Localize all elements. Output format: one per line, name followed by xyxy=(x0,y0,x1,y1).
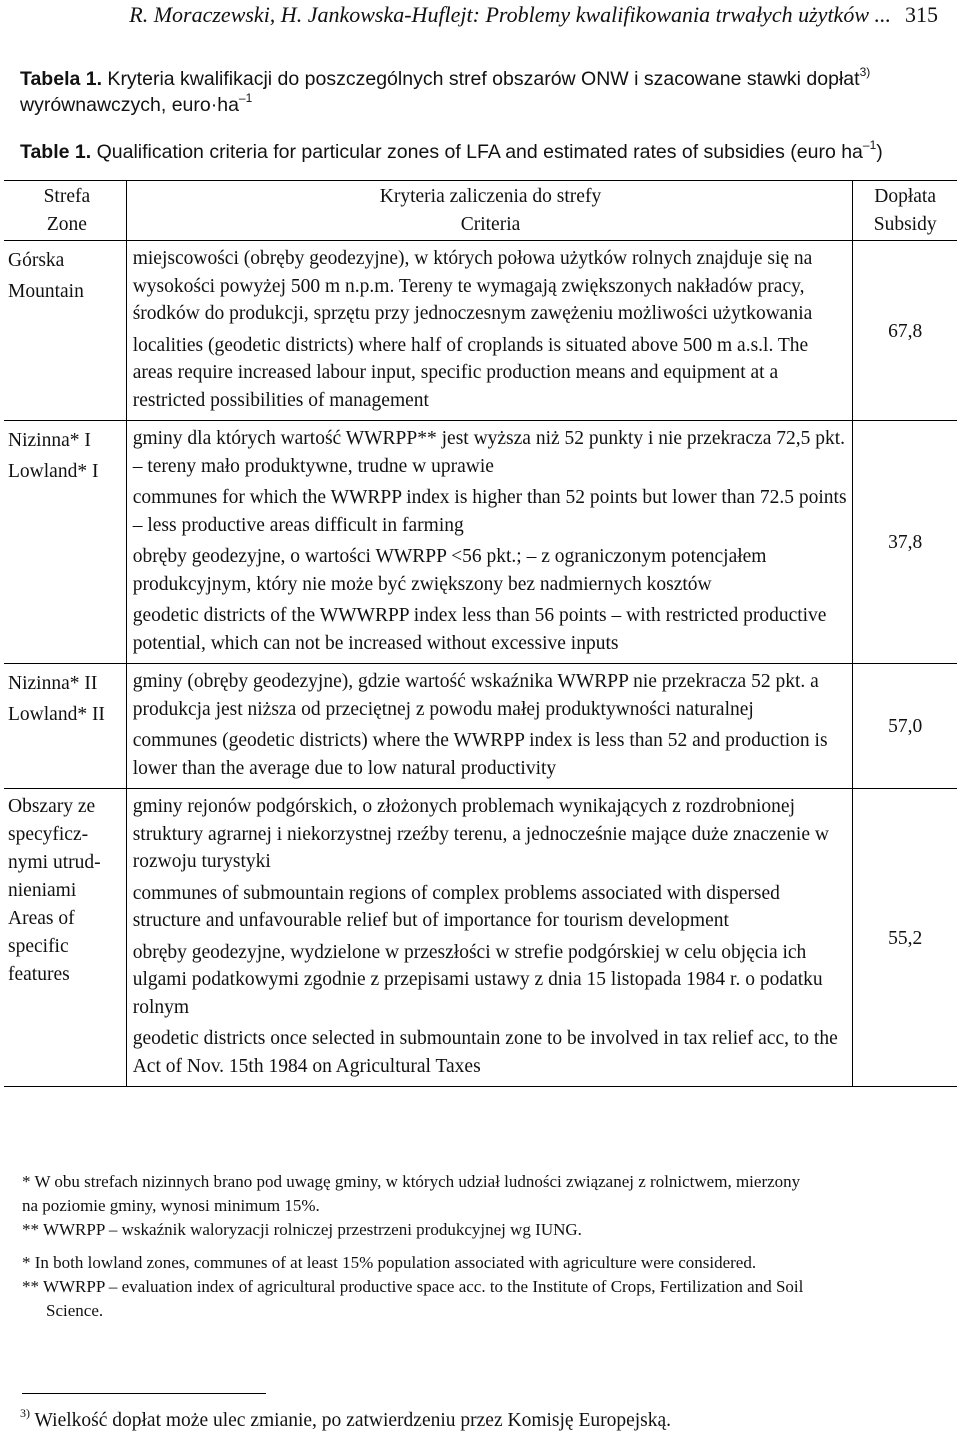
table-row-lowland-1 xyxy=(4,421,957,664)
zone-label-line: specyficz- xyxy=(8,824,89,845)
criteria-cell xyxy=(126,664,853,789)
table-notes-en xyxy=(22,1251,942,1323)
caption-pl-label: Tabela 1. xyxy=(20,68,103,90)
header-zone-en: Zone xyxy=(46,213,87,235)
zone-label-line: Areas of xyxy=(8,908,75,929)
header-criteria-en: Criteria xyxy=(460,213,521,235)
caption-pl-sup: 3) xyxy=(859,64,871,79)
criteria-text: gminy rejonów podgórskich, o złożonych problemach wynikających z rozdrobnionej struktury agrarnej i niekorzystnej rzeźby terenu, a jednocześnie mające duże znaczenie w rozwoju turystyki xyxy=(132,796,829,872)
zone-cell xyxy=(4,241,126,421)
zone-label-line: Górska xyxy=(8,250,65,271)
subsidy-cell xyxy=(853,664,957,789)
criteria-cell xyxy=(126,241,853,421)
note-line: Science. xyxy=(46,1301,104,1320)
header-subsidy-en: Subsidy xyxy=(873,213,937,235)
subsidy-value: 55,2 xyxy=(888,927,923,949)
table-caption-pl xyxy=(20,66,940,118)
zone-label-line: Obszary ze xyxy=(8,796,96,817)
note-line: * In both lowland zones, communes of at least 15% population associated with agriculture were considered. xyxy=(22,1253,757,1272)
table-row-lowland-2 xyxy=(4,664,957,789)
zone-label-line: Lowland* I xyxy=(8,461,99,482)
caption-en-text: Qualification criteria for particular zones of LFA and estimated rates of subsidies (euro ha xyxy=(91,141,863,163)
caption-pl-sup2: –1 xyxy=(238,90,253,105)
table-row-mountain xyxy=(4,241,957,421)
running-header xyxy=(0,2,938,28)
criteria-text: gminy (obręby geodezyjne), gdzie wartość wskaźnika WWRPP nie przekracza 52 pkt. a produkcja jest niższa od przeciętnej z powodu małej produktywności naturalnej xyxy=(132,671,819,720)
header-subsidy-pl: Dopłata xyxy=(874,186,937,207)
criteria-text: gminy dla których wartość WWRPP** jest wyższa niż 52 punkty i nie przekracza 72,5 pkt. – tereny mało produktywne, trudne w uprawie xyxy=(132,428,846,477)
zone-label-line: Nizinna* II xyxy=(8,673,98,694)
subsidy-cell xyxy=(853,421,957,664)
note-line: ** WWRPP – wskaźnik waloryzacji rolniczej przestrzeni produkcyjnej wg IUNG. xyxy=(22,1220,582,1239)
zone-label-line: nymi utrud- xyxy=(8,852,101,873)
zone-cell xyxy=(4,789,126,1087)
criteria-text: obręby geodezyjne, o wartości WWRPP <56 pkt.; – z ograniczonym potencjałem produkcyjnym, który nie może być zwiększony bez nadmiernych kosztów xyxy=(132,546,767,595)
criteria-text: obręby geodezyjne, wydzielone w przeszłości w strefie podgórskiej w celu objęcia ich ulgami podatkowymi zgodnie z przepisami ustawy z dnia 15 listopada 1984 r. o podatku rolnym xyxy=(132,941,823,1018)
note-line: ** WWRPP – evaluation index of agricultural productive space acc. to the Institute of Crops, Fertilization and Soil xyxy=(22,1277,804,1296)
criteria-text: localities (geodetic districts) where half of croplands is situated above 500 m a.s.l. The areas require increased labour input, specific production means and equipment at a restricted possibilities of management xyxy=(132,334,809,411)
zone-label-line: Mountain xyxy=(8,281,84,302)
page-number: 315 xyxy=(905,2,938,27)
criteria-text: communes (geodetic districts) where the WWRPP index is less than 52 and production is lower than the average due to low natural productivity xyxy=(132,730,828,779)
header-zone-cell xyxy=(4,181,126,241)
header-subsidy-cell xyxy=(853,181,957,241)
zone-label-line: Nizinna* I xyxy=(8,430,91,451)
criteria-cell xyxy=(126,789,853,1087)
footnote-marker: 3) xyxy=(20,1405,30,1420)
zone-label-line: features xyxy=(8,964,70,985)
criteria-text: communes for which the WWRPP index is higher than 52 points but lower than 72.5 points – less productive areas difficult in farming xyxy=(132,487,847,536)
caption-en-text2: ) xyxy=(876,141,883,163)
criteria-text: geodetic districts once selected in submountain zone to be involved in tax relief acc, to the Act of Nov. 15th 1984 on Agricultural Taxes xyxy=(132,1028,838,1077)
footnote xyxy=(20,1405,940,1434)
subsidy-value: 37,8 xyxy=(888,532,923,554)
caption-pl-text: Kryteria kwalifikacji do poszczególnych stref obszarów ONW i szacowane stawki dopłat xyxy=(102,68,860,90)
header-criteria-pl: Kryteria zaliczenia do strefy xyxy=(379,186,602,207)
criteria-text: miejscowości (obręby geodezyjne), w których połowa użytków rolnych znajduje się na wysokości powyżej 500 m n.p.m. Tereny te wymagają zwiększonych nakładów pracy, środków do produkcji, sprzętu przy jednoczesnym zawężeniu możliwości użytkowania xyxy=(132,248,813,324)
caption-pl-text2: wyrównawczych, euro·ha xyxy=(20,94,239,116)
subsidy-cell xyxy=(853,241,957,421)
criteria-table xyxy=(4,180,957,1087)
criteria-text: communes of submountain regions of complex problems associated with dispersed structure and unfavourable relief but of importance for tourism development xyxy=(132,882,780,931)
zone-label-line: specific xyxy=(8,936,69,957)
zone-cell xyxy=(4,664,126,789)
header-criteria-cell xyxy=(126,181,853,241)
subsidy-cell xyxy=(853,789,957,1087)
table-header-row xyxy=(4,181,957,241)
zone-label-line: Lowland* II xyxy=(8,704,105,725)
table-caption-en xyxy=(20,139,940,165)
running-header-title: R. Moraczewski, H. Jankowska-Huflejt: Problemy kwalifikowania trwałych użytków ... xyxy=(129,2,891,27)
header-zone-pl: Strefa xyxy=(43,186,91,207)
criteria-text: geodetic districts of the WWWRPP index less than 56 points – with restricted productive potential, which can not be increased without excessive inputs xyxy=(132,605,827,654)
footnote-text: Wielkość dopłat może ulec zmianie, po zatwierdzeniu przez Komisję Europejską. xyxy=(30,1410,672,1431)
zone-label-line: nieniami xyxy=(8,880,77,901)
zone-cell xyxy=(4,421,126,664)
criteria-cell xyxy=(126,421,853,664)
subsidy-value: 67,8 xyxy=(888,320,923,342)
footnote-separator xyxy=(22,1393,266,1394)
note-line: * W obu strefach nizinnych brano pod uwagę gminy, w których udział ludności związanej z rolnictwem, mierzony xyxy=(22,1172,801,1191)
table-notes-pl xyxy=(22,1170,942,1242)
caption-en-label: Table 1. xyxy=(20,141,92,163)
caption-en-sup: –1 xyxy=(862,137,877,152)
table-row-specific-areas xyxy=(4,789,957,1087)
subsidy-value: 57,0 xyxy=(888,716,923,738)
note-line: na poziomie gminy, wynosi minimum 15%. xyxy=(22,1196,320,1215)
